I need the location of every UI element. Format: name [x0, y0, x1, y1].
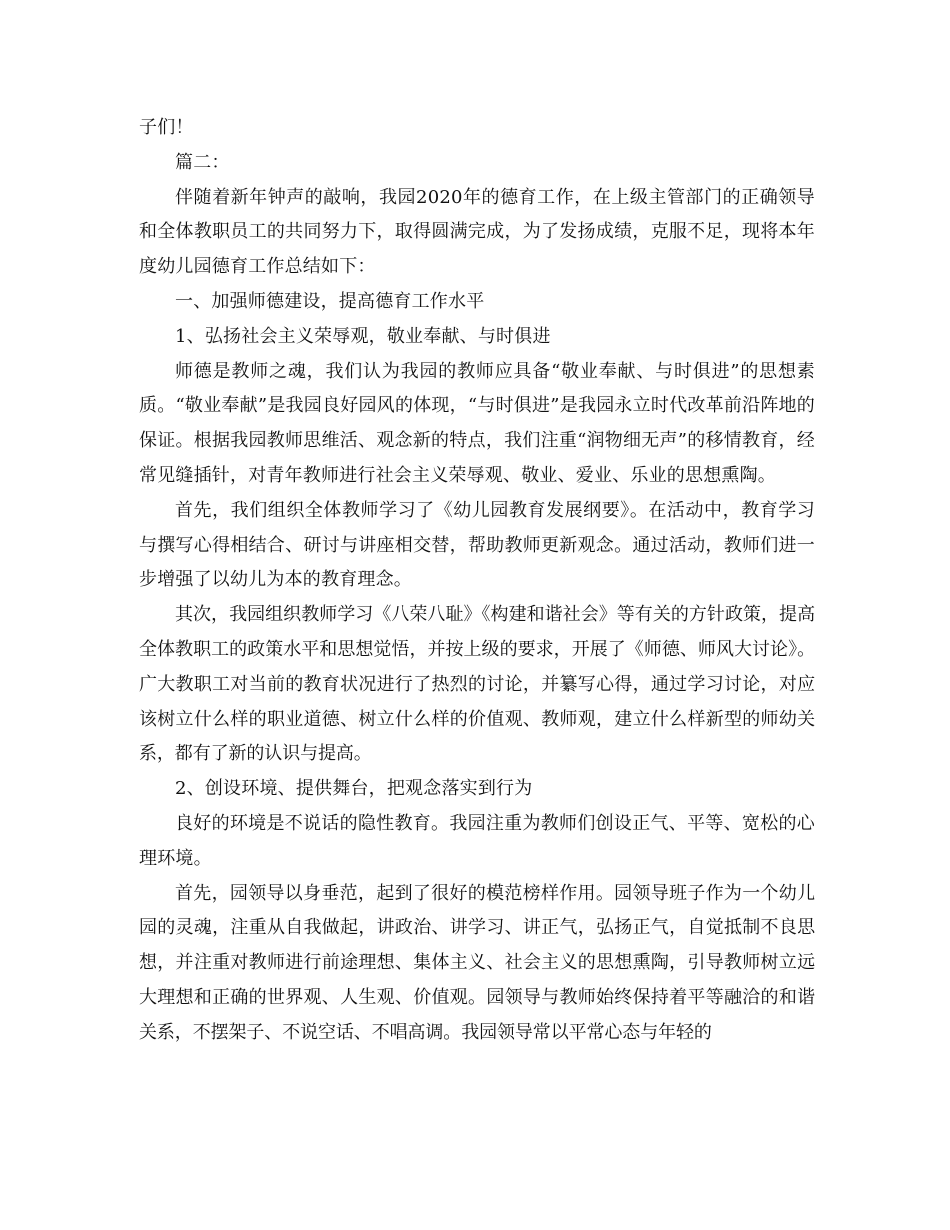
heading-level-2-first: 1、弘扬社会主义荣辱观，敬业奉献、与时俱进	[175, 325, 551, 347]
paragraph-teacher-ethics: 师德是教师之魂，我们认为我园的教师应具备“敬业奉献、与时俱进”的思想素质。“敬业奉献”是我园良好园风的体现，“与时俱进”是我园永立时代改革前沿阵地的保证。根据我园教师思维活、观念新的特点，我们注重“润物细无声”的移情教育，经常见缝插针，对青年教师进行社会主义荣辱观、敬业、爱业、乐业的思想熏陶。	[139, 360, 815, 486]
paragraph-continuation: 子们！	[139, 117, 194, 138]
paragraph-leadership: 首先，园领导以身垂范，起到了很好的模范榜样作用。园领导班子作为一个幼儿园的灵魂，注重从自我做起，讲政治、讲学习、讲正气，弘扬正气，自觉抵制不良思想，并注重对教师进行前途理想、集体主义、社会主义的思想熏陶，引导教师树立远大理想和正确的世界观、人生观、价值观。园领导与教师始终保持着平等融洽的和谐关系，不摆架子、不说空话、不唱高调。我园领导常以平常心态与年轻的	[139, 882, 815, 1043]
heading-level-1: 一、加强师德建设，提高德育工作水平	[175, 290, 485, 312]
paragraph-intro: 伴随着新年钟声的敲响，我园2020年的德育工作，在上级主管部门的正确领导和全体教职员工的共同努力下，取得圆满完成，为了发扬成绩，克服不足，现将本年度幼儿园德育工作总结如下：	[139, 186, 815, 278]
document-body	[139, 111, 815, 1051]
heading-level-2-second: 2、创设环境、提供舞台，把观念落实到行为	[175, 778, 533, 800]
paragraph-environment: 良好的环境是不说话的隐性教育。我园注重为教师们创设正气、平等、宽松的心理环境。	[139, 812, 815, 869]
paragraph-second-study: 其次，我园组织教师学习《八荣八耻》《构建和谐社会》等有关的方针政策，提高全体教职工的政策水平和思想觉悟，并按上级的要求，开展了《师德、师风大讨论》。广大教职工对当前的教育状况进行了热烈的讨论，并纂写心得，通过学习讨论，对应该树立什么样的职业道德、树立什么样的价值观、教师观，建立什么样新型的师幼关系，都有了新的认识与提高。	[139, 604, 815, 765]
paragraph-first-study: 首先，我们组织全体教师学习了《幼儿园教育发展纲要》。在活动中，教育学习与撰写心得相结合、研讨与讲座相交替，帮助教师更新观念。通过活动，教师们进一步增强了以幼儿为本的教育理念。	[139, 499, 815, 591]
section-heading-part-two: 篇二：	[175, 151, 230, 173]
